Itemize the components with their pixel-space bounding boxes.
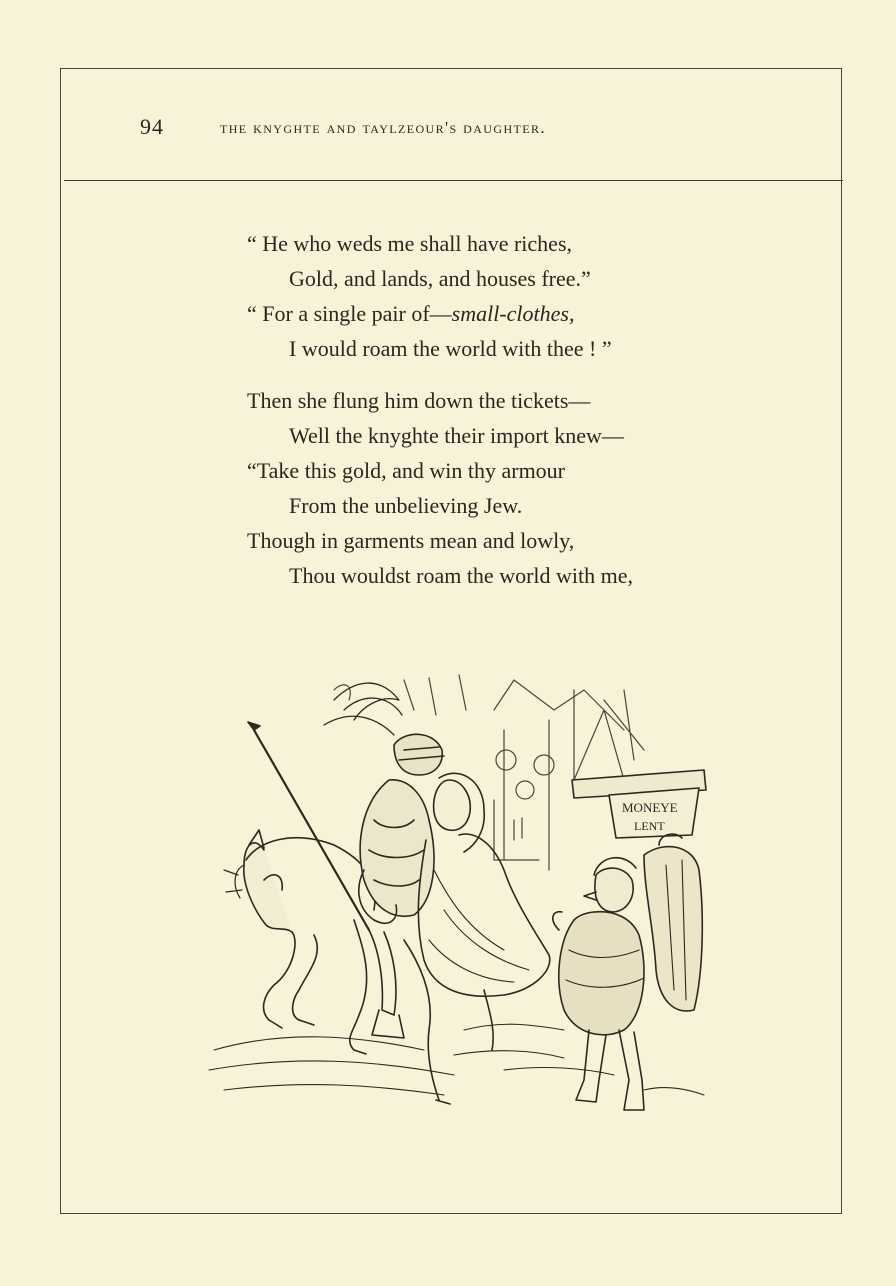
moneye-lent-sign [572,770,706,838]
sign-text-1: MONEYE [622,800,678,815]
sign-text-2: LENT [634,819,665,833]
running-title: the knyghte and taylzeour's daughter. [220,118,547,137]
stanza-2 [247,383,767,593]
stanza-1 [247,226,767,366]
engraving-knight-and-moneylender [204,670,724,1140]
poem-line-text: “ For a single pair of— [247,301,452,326]
knight [248,683,444,1038]
poem-line: “ He who weds me shall have riches, [247,231,573,256]
header-rule [64,180,843,181]
poem-line: Well the knyghte their import knew— [289,423,624,448]
lady [418,773,549,1050]
poem-line: Then she flung him down the tickets— [247,388,591,413]
poem-line: I would roam the world with thee ! ” [289,336,612,361]
page-number: 94 [140,114,164,139]
poem-line: From the unbelieving Jew. [289,493,523,518]
ground-hatching [209,1024,704,1095]
poem-line: “Take this gold, and win thy armour [247,458,566,483]
poem-line: Though in garments mean and lowly, [247,528,575,553]
poem-line: Thou wouldst roam the world with me, [289,563,634,588]
poem-body [247,226,767,610]
poem-line [247,296,767,331]
poem-line-italic: small-clothes, [451,301,575,326]
poem-line: Gold, and lands, and houses free.” [289,266,591,291]
